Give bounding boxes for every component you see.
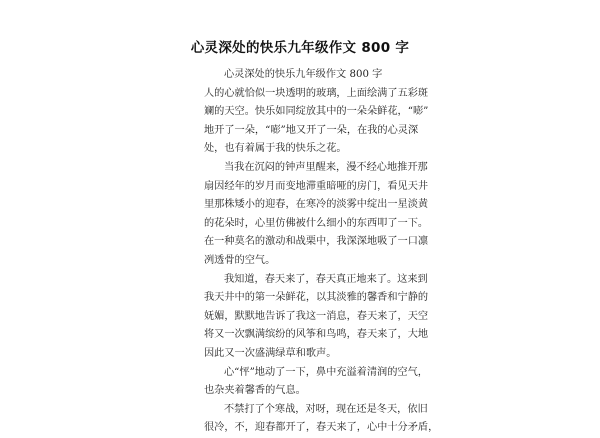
text-line: 将又一次飘满缤纷的风筝和鸟鸣，春天来了，大地 [204, 329, 429, 341]
text-line: 我天井中的第一朵鲜花，以其淡雅的馨香和宁静的 [204, 292, 429, 304]
text-line: 扇因经年的岁月而变地滞重暗哑的房门，看见天井 [204, 180, 429, 192]
text-line: 处，也有着属于我的快乐之花。 [204, 143, 347, 155]
document-title: 心灵深处的快乐九年级作文 800 字 [190, 40, 410, 56]
text-line: 冽透骨的空气。 [204, 254, 276, 266]
text-line: 的花朵时，心里仿佛被什么细小的东西叩了一下。 [204, 217, 429, 229]
article-body [204, 66, 439, 438]
text-line: 也杂夹着馨香的气息。 [204, 385, 306, 397]
text-line: 很冷，不，迎春都开了，春天来了，心中十分矛盾， [204, 422, 439, 434]
text-line: 心灵深处的快乐九年级作文 800 字 [224, 69, 383, 80]
text-line: 心“怦”地动了一下，鼻中充溢着清润的空气， [224, 366, 428, 378]
text-line: 人的心就恰似一块透明的玻璃，上面绘满了五彩斑 [204, 87, 429, 99]
text-line: 我知道，春天来了，春天真正地来了。这来到 [224, 273, 428, 285]
text-line: 在一种莫名的激动和战栗中，我深深地吸了一口凛 [204, 236, 429, 248]
text-line: 妩媚，默默地告诉了我这一消息，春天来了，天空 [204, 310, 429, 322]
text-line: 当我在沉闷的钟声里醒来，漫不经心地推开那 [224, 161, 428, 173]
text-line: 地开了一朵，“嘭”地又开了一朵，在我的心灵深 [204, 124, 419, 136]
text-line: 不禁打了个寒战，对呀，现在还是冬天，依旧 [224, 403, 428, 415]
text-line: 斓的天空。快乐如同绽放其中的一朵朵鲜花，“嘭” [204, 106, 429, 118]
text-line: 里那株矮小的迎春，在寒冷的淡雾中绽出一星淡黄 [204, 199, 429, 211]
text-line: 因此又一次盛满绿草和歌声。 [204, 347, 337, 359]
